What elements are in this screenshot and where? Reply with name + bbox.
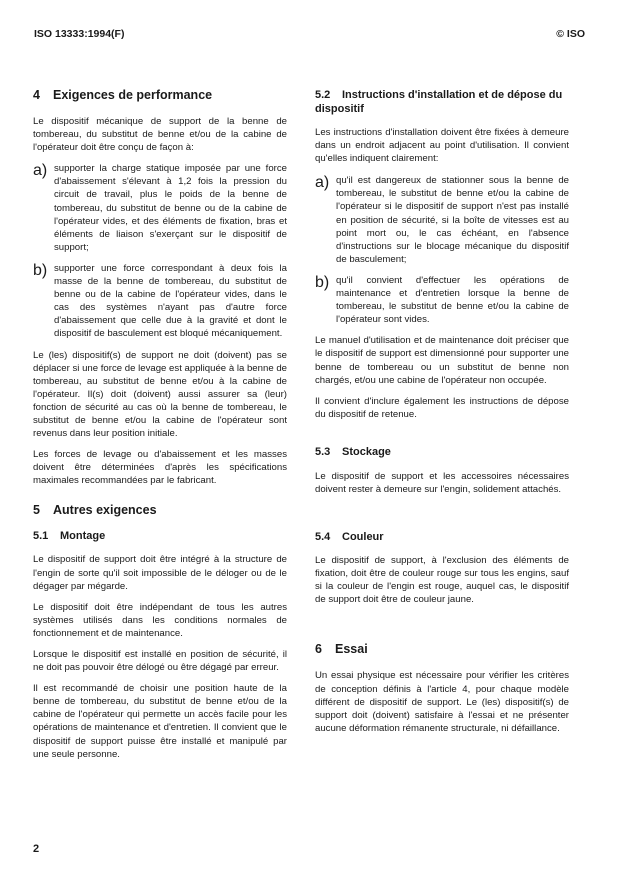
section-6-paragraph: Un essai physique est nécessaire pour vérifier les critères de conception définis à l'article 4, pour chaque modèle différent de dispositif de support. Le (les) dispositif(s) de support doit (doivent) satisfaire à l'essai et ne présenter aucune déformation rémanente structurale, ni défaillance.: [315, 670, 569, 734]
section-5-3-paragraph: Le dispositif de support et les accessoires nécessaires doivent rester à demeure sur l'engin, solidement attachés.: [315, 470, 569, 495]
left-column: [33, 88, 287, 761]
section-5-2-heading: [315, 88, 569, 116]
section-5-2-paragraph: Il convient d'inclure également les instructions de dépose du dispositif de retenue.: [315, 395, 569, 420]
section-5-2-intro: Les instructions d'installation doivent être fixées à demeure dans un endroit adjacent au point d'utilisation. Il convient qu'elles indiquent clairement:: [315, 127, 569, 165]
section-title: Stockage: [342, 445, 391, 458]
list-item-label: b): [33, 261, 48, 279]
section-5-heading: [33, 503, 287, 518]
list-item-b: [33, 262, 287, 341]
section-number: 5.3: [315, 445, 331, 458]
section-4-paragraph: Les forces de levage ou d'abaissement et les masses doivent être déterminées d'après les spécifications maximales recommandées par le fabricant.: [33, 449, 287, 487]
section-5-4-paragraph: Le dispositif de support, à l'exclusion des éléments de fixation, doit être de couleur rouge sur tous les engins, sauf si la couleur de l'engin est rouge, auquel cas, le dispositif de support doit être de couleur jaune.: [315, 555, 569, 606]
section-number: 4: [33, 88, 40, 102]
section-5-1-paragraph: Il est recommandé de choisir une position haute de la benne de tombereau, du substitut de benne et/ou de la cabine de l'opérateur qui permette un accès facile pour les opérations de maintenance et d'entretien. Il convient que le dispositif de support puisse être installé et manipulé par une seule personne.: [33, 683, 287, 760]
section-number: 5.2: [315, 89, 331, 101]
section-4-intro: Le dispositif mécanique de support de la benne de tombereau, du substitut de benne et/ou de la cabine de l'opérateur doit être conçu de façon à:: [33, 116, 287, 154]
iso-copyright-mark: © ISO: [556, 28, 585, 40]
section-5-2-paragraph: Le manuel d'utilisation et de maintenance doit préciser que le dispositif de support est dimensionné pour supporter une benne de tombereau ou un substitut de benne non chargés, et/ou une cabine de l'opérateur non occupée.: [315, 335, 569, 386]
section-4-paragraph: Le (les) dispositif(s) de support ne doit (doivent) pas se déplacer si une force de levage est appliquée à la benne de tombereau, au substitut de benne et/ou à la cabine de l'opérateur. Il(s) doit (doivent) aussi assurer sa (leur) fonction de sécurité au cas où la benne de tombereau, le substitut de benne et/ou la cabine de l'opérateur sont revenus dans leur position initiale.: [33, 349, 287, 440]
standard-id: ISO 13333:1994(F): [34, 28, 125, 40]
section-number: 6: [315, 642, 322, 657]
section-title: Montage: [60, 530, 106, 543]
right-column: [315, 88, 569, 735]
list-item-b: [315, 274, 569, 326]
section-title: Autres exigences: [53, 503, 157, 518]
section-5-4-heading: [315, 530, 569, 544]
section-5-3-heading: [315, 445, 569, 459]
section-number: 5.4: [315, 531, 331, 544]
list-item-label: a): [33, 162, 48, 180]
list-item-text: qu'il est dangereux de stationner sous la benne de tombereau, le substitut de benne et/ou la cabine de l'opérateur si le dispositif de support n'est pas installé en position de sécurité, si la boîte de vitesses est au point mort ou, le cas échéant, en l'absence d'instructions sur le blocage mécanique du dispositif de basculement;: [336, 175, 569, 265]
section-title: Instructions d'installation et de dépose du dispositif: [315, 89, 563, 115]
section-title: Essai: [335, 642, 368, 657]
section-6-heading: [315, 642, 569, 657]
list-item-a: [33, 162, 287, 254]
section-number: 5.1: [33, 530, 49, 543]
section-title: Exigences de performance: [53, 88, 213, 102]
page-number: 2: [33, 843, 40, 855]
list-item-label: b): [315, 273, 330, 291]
section-number: 5: [33, 503, 40, 518]
list-item-text: qu'il convient d'effectuer les opérations de maintenance et d'entretien lorsque la benne de tombereau, le substitut de benne et/ou la cabine de l'opérateur sont vides.: [336, 274, 569, 326]
section-4-heading: [33, 88, 287, 103]
section-5-1-paragraph: Le dispositif de support doit être intégré à la structure de l'engin de sorte qu'il soit impossible de le déloger ou de le dégager par mégarde.: [33, 554, 287, 592]
list-item-text: supporter une force correspondant à deux fois la masse de la benne de tombereau, du substitut de benne ou de la cabine de l'opérateur vides, dans le cas des systèmes n'ayant pas d'autre force d'abaissement que celle due à la gravité et dont le dispositif de basculement est bloqué mécaniquement.: [54, 262, 287, 340]
section-5-1-paragraph: Lorsque le dispositif est installé en position de sécurité, il ne doit pas pouvoir être délogé ou être dégagé par erreur.: [33, 649, 287, 674]
list-item-a: [315, 174, 569, 266]
page-header: [34, 28, 585, 44]
section-5-1-heading: [33, 529, 287, 543]
section-5-1-paragraph: Le dispositif doit être indépendant de tous les autres systèmes utilisés dans les conditions normales de fonctionnement et de maintenance.: [33, 601, 287, 639]
list-item-label: a): [315, 174, 330, 192]
section-title: Couleur: [342, 531, 384, 544]
list-item-text: supporter la charge statique imposée par une force d'abaissement s'élevant à 1,2 fois la pression du circuit de travail, plus le poids de la benne de tombereau, du substitut de benne ou de la cabine de l'opérateur vides, et des éléments de fixation, bras et éléments de liaison s'exerçant sur le dispositif de support;: [54, 163, 287, 253]
